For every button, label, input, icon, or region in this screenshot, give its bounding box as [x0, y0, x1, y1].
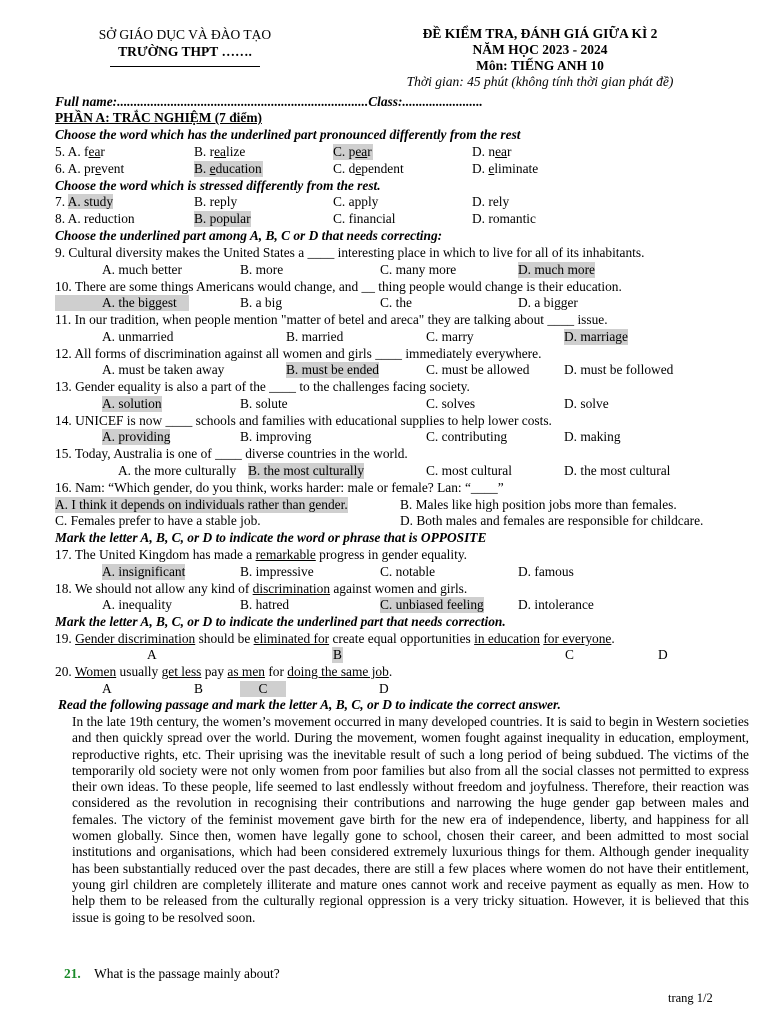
q12-option-b[interactable]: B. must be ended	[286, 362, 379, 377]
q7-option-a[interactable]: A. study	[67, 194, 114, 209]
school-year: NĂM HỌC 2023 - 2024	[472, 42, 608, 57]
q12-option-a[interactable]: A. must be taken away	[102, 362, 225, 377]
q18-option-b[interactable]: B. hatred	[240, 597, 290, 612]
q18-option-a[interactable]: A. inequality	[102, 597, 172, 612]
q20-option-b[interactable]: B	[194, 681, 203, 696]
q9-option-a[interactable]: A. much better	[102, 262, 182, 277]
q17-option-a[interactable]: A. insignificant	[102, 564, 186, 579]
q8-option-c[interactable]: C. financial	[333, 211, 396, 226]
q11-option-d[interactable]: D. marriage	[564, 329, 628, 344]
q5-option-d[interactable]: D. near	[472, 144, 512, 159]
q14-option-d[interactable]: D. making	[564, 429, 621, 444]
q16-option-d[interactable]: D. Both males and females are responsible for childcare.	[400, 513, 704, 528]
question-15: 15. Today, Australia is one of ____ diverse countries in the world.	[55, 446, 408, 461]
q19-option-b[interactable]: B	[333, 647, 342, 662]
q11-option-a[interactable]: A. unmarried	[102, 329, 174, 344]
section-underlined-correction: Mark the letter A, B, C, or D to indicate the underlined part that needs correction.	[55, 614, 506, 629]
q17-option-c[interactable]: C. notable	[380, 564, 436, 579]
q10-option-c[interactable]: C. the	[380, 295, 412, 310]
q15-option-a[interactable]: A. the more culturally	[118, 463, 237, 478]
exam-title: ĐỀ KIỂM TRA, ĐÁNH GIÁ GIỮA KÌ 2	[422, 26, 658, 41]
q10-option-d[interactable]: D. a bigger	[518, 295, 578, 310]
question-12: 12. All forms of discrimination against all women and girls ____ immediately everywhere.	[55, 346, 542, 361]
q9-option-b[interactable]: B. more	[240, 262, 284, 277]
q9-option-d[interactable]: D. much more	[518, 262, 595, 277]
student-info: Full name:...........................................................................Class:........................	[55, 94, 483, 109]
q20-option-c[interactable]: C	[240, 681, 286, 697]
q11-option-b[interactable]: B. married	[286, 329, 344, 344]
header-left	[60, 26, 310, 67]
question-5: 5. A. fear	[55, 144, 105, 159]
q8-option-b[interactable]: B. popular	[194, 211, 251, 226]
q14-option-b[interactable]: B. improving	[240, 429, 312, 444]
q13-option-c[interactable]: C. solves	[426, 396, 476, 411]
question-16: 16. Nam: “Which gender, do you think, works harder: male or female? Lan: “____”	[55, 480, 504, 495]
q16-option-b[interactable]: B. Males like high position jobs more than females.	[400, 497, 677, 512]
q6-option-b[interactable]: B. education	[194, 161, 262, 176]
question-10: 10. There are some things Americans would change, and __ thing people would change is their education.	[55, 279, 622, 294]
section-opposite: Mark the letter A, B, C, or D to indicate the word or phrase that is OPPOSITE	[55, 530, 487, 545]
q16-option-a[interactable]: A. I think it depends on individuals rather than gender.	[55, 497, 348, 512]
q18-option-c[interactable]: C. unbiased feeling	[380, 597, 484, 612]
question-9: 9. Cultural diversity makes the United States a ____ interesting place in which to live for all of its inhabitants.	[55, 245, 645, 260]
time-limit: Thời gian: 45 phút (không tính thời gian phát đề)	[406, 74, 674, 89]
question-19: 19. Gender discrimination should be eliminated for create equal opportunities in education for everyone.	[55, 631, 615, 646]
q15-option-c[interactable]: C. most cultural	[426, 463, 512, 478]
question-6: 6. A. prevent	[55, 161, 125, 176]
question-14: 14. UNICEF is now ____ schools and families with educational supplies to help lower costs.	[55, 413, 552, 428]
q9-option-c[interactable]: C. many more	[380, 262, 457, 277]
q7-option-d[interactable]: D. rely	[472, 194, 510, 209]
q5-option-c[interactable]: C. pear	[333, 144, 372, 159]
q8-option-d[interactable]: D. romantic	[472, 211, 536, 226]
question-17: 17. The United Kingdom has made a remarkable progress in gender equality.	[55, 547, 468, 562]
question-8: 8. A. reduction	[55, 211, 135, 226]
department-name: SỞ GIÁO DỤC VÀ ĐÀO TẠO	[98, 27, 272, 42]
q16-option-c[interactable]: C. Females prefer to have a stable job.	[55, 513, 261, 528]
q13-option-d[interactable]: D. solve	[564, 396, 609, 411]
q18-option-d[interactable]: D. intolerance	[518, 597, 594, 612]
header-divider	[110, 66, 260, 67]
q19-option-d[interactable]: D	[658, 647, 668, 662]
q7-option-b[interactable]: B. reply	[194, 194, 238, 209]
q5-option-b[interactable]: B. realize	[194, 144, 246, 159]
q19-option-c[interactable]: C	[565, 647, 574, 662]
question-18: 18. We should not allow any kind of discrimination against women and girls.	[55, 581, 468, 596]
part-a-title: PHẦN A: TRẮC NGHIỆM (7 điểm)	[55, 110, 262, 125]
q17-option-d[interactable]: D. famous	[518, 564, 574, 579]
q17-option-b[interactable]: B. impressive	[240, 564, 314, 579]
q15-option-d[interactable]: D. the most cultural	[564, 463, 671, 478]
question-11: 11. In our tradition, when people mention "matter of betel and areca" they are talking about ____ issue.	[55, 312, 608, 327]
q13-option-a[interactable]: A. solution	[102, 396, 162, 411]
question-20: 20. Women usually get less pay as men for doing the same job.	[55, 664, 393, 679]
section-correcting: Choose the underlined part among A, B, C or D that needs correcting:	[55, 228, 443, 243]
question-7: 7. A. study	[55, 194, 114, 209]
q11-option-c[interactable]: C. marry	[426, 329, 474, 344]
section-pronunciation: Choose the word which has the underlined part pronounced differently from the rest	[55, 127, 521, 142]
q6-option-c[interactable]: C. dependent	[333, 161, 404, 176]
page-number: trang 1/2	[668, 991, 713, 1005]
q15-option-b[interactable]: B. the most culturally	[248, 463, 365, 478]
question-13: 13. Gender equality is also a part of the ____ to the challenges facing society.	[55, 379, 470, 394]
q6-option-d[interactable]: D. eliminate	[472, 161, 539, 176]
q14-option-c[interactable]: C. contributing	[426, 429, 508, 444]
subject: Môn: TIẾNG ANH 10	[476, 58, 604, 73]
section-reading: Read the following passage and mark the letter A, B, C, or D to indicate the correct answer.	[58, 697, 561, 712]
q7-option-c[interactable]: C. apply	[333, 194, 379, 209]
q12-option-c[interactable]: C. must be allowed	[426, 362, 530, 377]
q13-option-b[interactable]: B. solute	[240, 396, 288, 411]
q21-text: What is the passage mainly about?	[94, 966, 280, 981]
q19-option-a[interactable]: A	[147, 647, 157, 662]
section-stress: Choose the word which is stressed differently from the rest.	[55, 178, 381, 193]
q20-option-d[interactable]: D	[379, 681, 389, 696]
q10-option-a[interactable]: A. the biggest	[55, 295, 189, 311]
reading-passage: In the late 19th century, the women’s movement occurred in many developed countries. It is said to begin in Western societies and then quickly spread over the world. During the movement, women fought against inequality in education, employment, reproductive rights, etc. Their uprising was the inevitable result of such a long period of being subdued. The victims of the temporarily old society were not only women from poor families but also from all the social classes not permitted to express their own ideas. To these people, life seemed to last endlessly without freedom and joyfulness. Therefore, their reaction was considered as the revolution in recognising their contributions and narrowing the huge gender gap between males and females. The victory of the feminist movement gave birth for the new era of independence, liberty, and happiness for all women globally. Since then, women have legally gone to school, chosen their career, and been admitted to most social institutions and organisations, which had been considered extremely luxurious things for them. Although gender inequality has been substantially reduced over the past decades, there are still a few places where women do not have their entitlement, young girl children are completely illiterate and mature ones cannot work and receive payment as equally as men. How to help them to be released from the culturally regional oppression is a very tricky situation. However, it is believed that this issue is going to be resolved soon.	[72, 714, 749, 925]
q21-number: 21.	[64, 966, 81, 981]
question-21	[64, 966, 280, 982]
q10-option-b[interactable]: B. a big	[240, 295, 283, 310]
q14-option-a[interactable]: A. providing	[102, 429, 171, 444]
school-name: TRƯỜNG THPT …….	[118, 44, 252, 59]
q20-option-a[interactable]: A	[102, 681, 112, 696]
header-right	[330, 26, 750, 90]
q12-option-d[interactable]: D. must be followed	[564, 362, 674, 377]
